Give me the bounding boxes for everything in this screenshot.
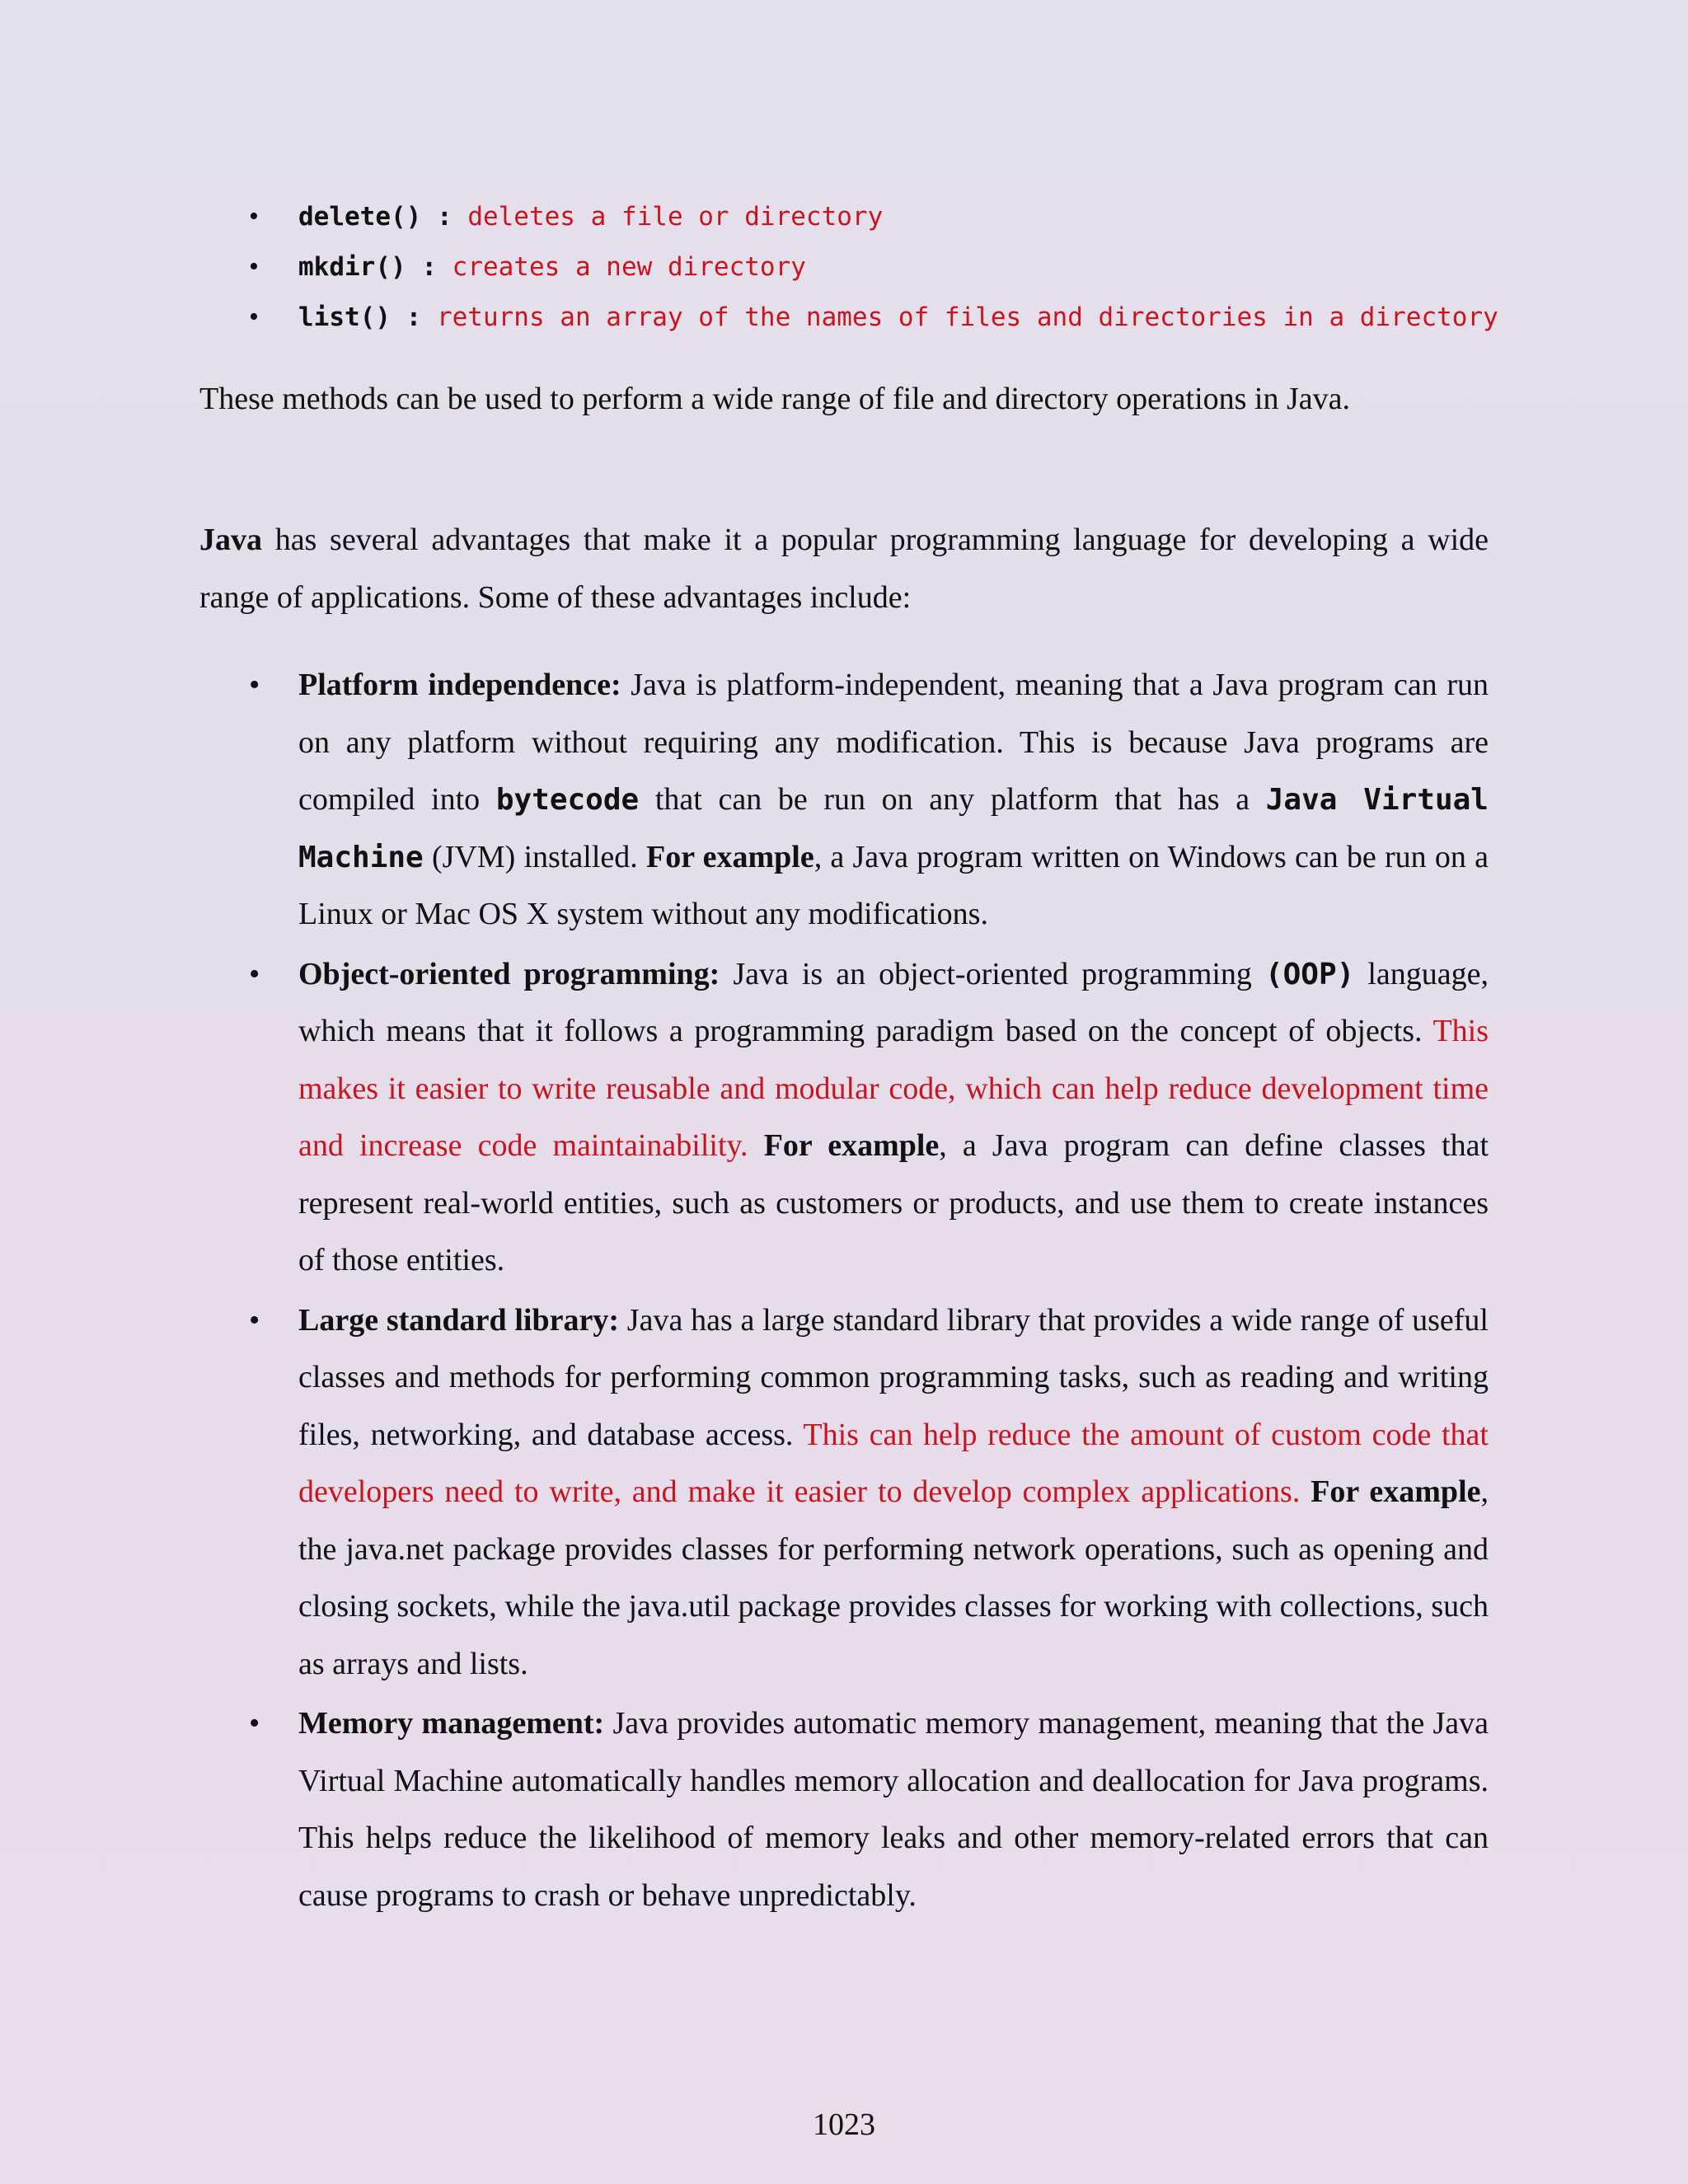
intro-paragraph xyxy=(199,511,1489,626)
page-number: 1023 xyxy=(813,2107,875,2142)
example-label: For example xyxy=(763,1128,940,1163)
advantage-text: , a Java program written on Windows can be run on a Linux or Mac OS X system without any modifications. xyxy=(298,839,1489,931)
advantage-text: Java provides automatic memory management, meaning that the Java Virtual Machine automatically handles memory allocation and deallocation for Java programs. This helps reduce the likelihood of memory leaks and other memory-related errors that can cause programs to crash or behave unpredictably. xyxy=(298,1706,1489,1913)
bullet-icon: • xyxy=(249,302,259,332)
highlighted-text: This can help reduce the amount of custom code that developers need to write, and make it easier to develop complex applications. xyxy=(298,1417,1489,1509)
methods-summary: These methods can be used to perform a wide range of file and directory operations in Java. xyxy=(199,382,1350,416)
code-term: bytecode xyxy=(495,783,640,817)
method-description: returns an array of the names of files and directories in a directory xyxy=(436,302,1498,332)
bullet-icon: • xyxy=(249,1302,260,1338)
advantage-memory-management xyxy=(199,1695,1489,1924)
bullet-icon: • xyxy=(249,956,260,991)
advantage-text: (JVM) installed. xyxy=(423,839,646,874)
advantage-title: Memory management: xyxy=(298,1706,605,1741)
advantage-title: Large standard library: xyxy=(298,1302,619,1338)
method-name: list() xyxy=(298,302,391,332)
advantage-text: Java is platform-independent, meaning that a Java program can run on any platform without requiring any modification. This is because Java programs are compiled into xyxy=(298,668,1489,817)
advantage-title: Platform independence: xyxy=(298,668,621,702)
advantage-text: Java is an object-oriented programming xyxy=(720,956,1265,991)
advantage-oop xyxy=(199,946,1489,1290)
list-item xyxy=(199,246,1551,297)
advantage-text: , the java.net package provides classes for performing network operations, such as opening and closing sockets, while the java.util package provides classes for working with collections, such as arrays and lists. xyxy=(298,1474,1489,1681)
method-name: delete() xyxy=(298,202,422,232)
method-list xyxy=(199,196,1551,347)
example-label: For example xyxy=(645,839,814,874)
method-description: creates a new directory xyxy=(452,252,806,282)
code-term: (OOP) xyxy=(1264,957,1355,991)
advantage-text: Java has a large standard library that provides a wide range of useful classes and methods for performing common programming tasks, such as reading and writing files, networking, and database access. xyxy=(298,1302,1489,1452)
advantage-text: , a Java program can define classes that represent real-world entities, such as customers or products, and use them to create instances of those entities. xyxy=(298,1128,1489,1277)
bullet-icon: • xyxy=(249,251,259,282)
advantage-platform-independence xyxy=(199,657,1489,944)
method-separator: : xyxy=(406,252,452,282)
method-description: deletes a file or directory xyxy=(467,202,884,232)
list-item xyxy=(199,196,1551,246)
advantage-title: Object-oriented programming: xyxy=(298,956,720,991)
method-name: mkdir() xyxy=(298,252,406,282)
example-label: For example xyxy=(1311,1474,1481,1509)
intro-text: has several advantages that make it a popular programming language for developing a wide range of applications. Some of these advantages include: xyxy=(199,523,1489,615)
advantages-list xyxy=(199,657,1489,1927)
advantage-standard-library xyxy=(199,1292,1489,1694)
advantage-text: that can be run on any platform that has a xyxy=(639,782,1266,817)
advantage-text: language, which means that it follows a programming paradigm based on the concept of objects. xyxy=(298,956,1489,1048)
bullet-icon: • xyxy=(249,668,260,702)
bullet-icon: • xyxy=(249,1706,260,1741)
method-separator: : xyxy=(390,302,437,332)
highlighted-text: This makes it easier to write reusable and modular code, which can help reduce development time and increase code maintainability. xyxy=(298,1014,1489,1163)
method-separator: : xyxy=(421,202,468,232)
list-item xyxy=(199,297,1551,347)
bullet-icon: • xyxy=(249,201,259,232)
intro-bold: Java xyxy=(199,523,262,557)
code-term: Java Virtual Machine xyxy=(298,783,1489,874)
